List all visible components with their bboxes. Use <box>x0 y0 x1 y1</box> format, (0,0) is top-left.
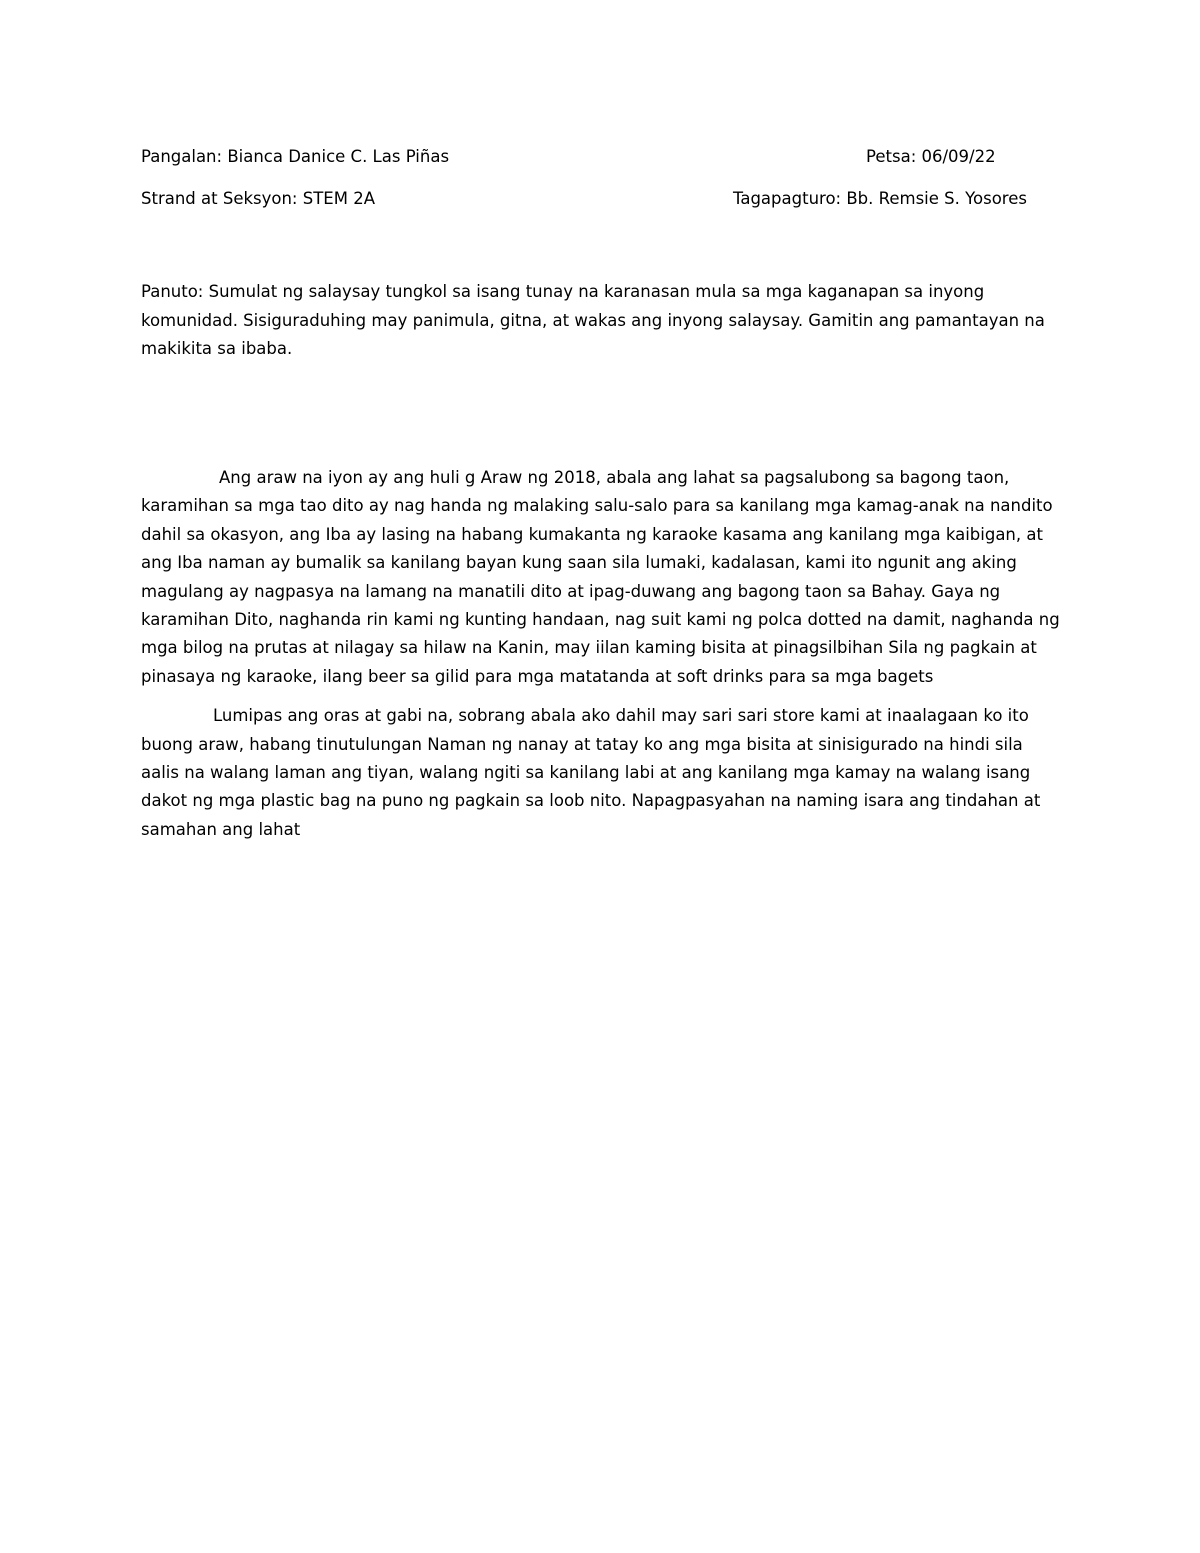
strand-section: Strand at Seksyon: STEM 2A <box>141 189 375 208</box>
header-row-name-date <box>141 146 1061 168</box>
story-body <box>141 464 1061 855</box>
story-paragraph: Lumipas ang oras at gabi na, sobrang abala ako dahil may sari sari store kami at inaalagaan ko ito buong araw, habang tinutulungan Naman ng nanay at tatay ko ang mga bisita at sinisigurado na hindi sila aalis na walang laman ang tiyan, walang ngiti sa kanilang labi at ang kanilang mga kamay na walang isang dakot ng mga plastic bag na puno ng pagkain sa loob nito. Napagpasyahan na naming isara ang tindahan at samahan ang lahat <box>141 706 1041 839</box>
teacher: Tagapagturo: Bb. Remsie S. Yosores <box>733 189 1027 208</box>
header-row-strand-teacher <box>141 188 1061 210</box>
student-name: Pangalan: Bianca Danice C. Las Piñas <box>141 147 450 166</box>
date: Petsa: 06/09/22 <box>866 147 996 166</box>
instructions-paragraph: Panuto: Sumulat ng salaysay tungkol sa isang tunay na karanasan mula sa mga kaganapan sa inyong komunidad. Sisiguraduhing may panimula, gitna, at wakas ang inyong salaysay. Gamitin ang pamantayan na makikita sa ibaba. <box>141 282 1045 358</box>
story-paragraph: Ang araw na iyon ay ang huli g Araw ng 2018, abala ang lahat sa pagsalubong sa bagong taon, karamihan sa mga tao dito ay nag handa ng malaking salu-salo para sa kanilang mga kamag-anak na nandito dahil sa okasyon, ang Iba ay lasing na habang kumakanta ng karaoke kasama ang kanilang mga kaibigan, at ang Iba naman ay bumalik sa kanilang bayan kung saan sila lumaki, kadalasan, kami ito ngunit ang aking magulang ay nagpasya na lamang na manatili dito at ipag-duwang ang bagong taon sa Bahay. Gaya ng karamihan Dito, naghanda rin kami ng kunting handaan, nag suit kami ng polca dotted na damit, naghanda ng mga bilog na prutas at nilagay sa hilaw na Kanin, may iilan kaming bisita at pinagsilbihan Sila ng pagkain at pinasaya ng karaoke, ilang beer sa gilid para mga matatanda at soft drinks para sa mga bagets <box>141 468 1060 686</box>
